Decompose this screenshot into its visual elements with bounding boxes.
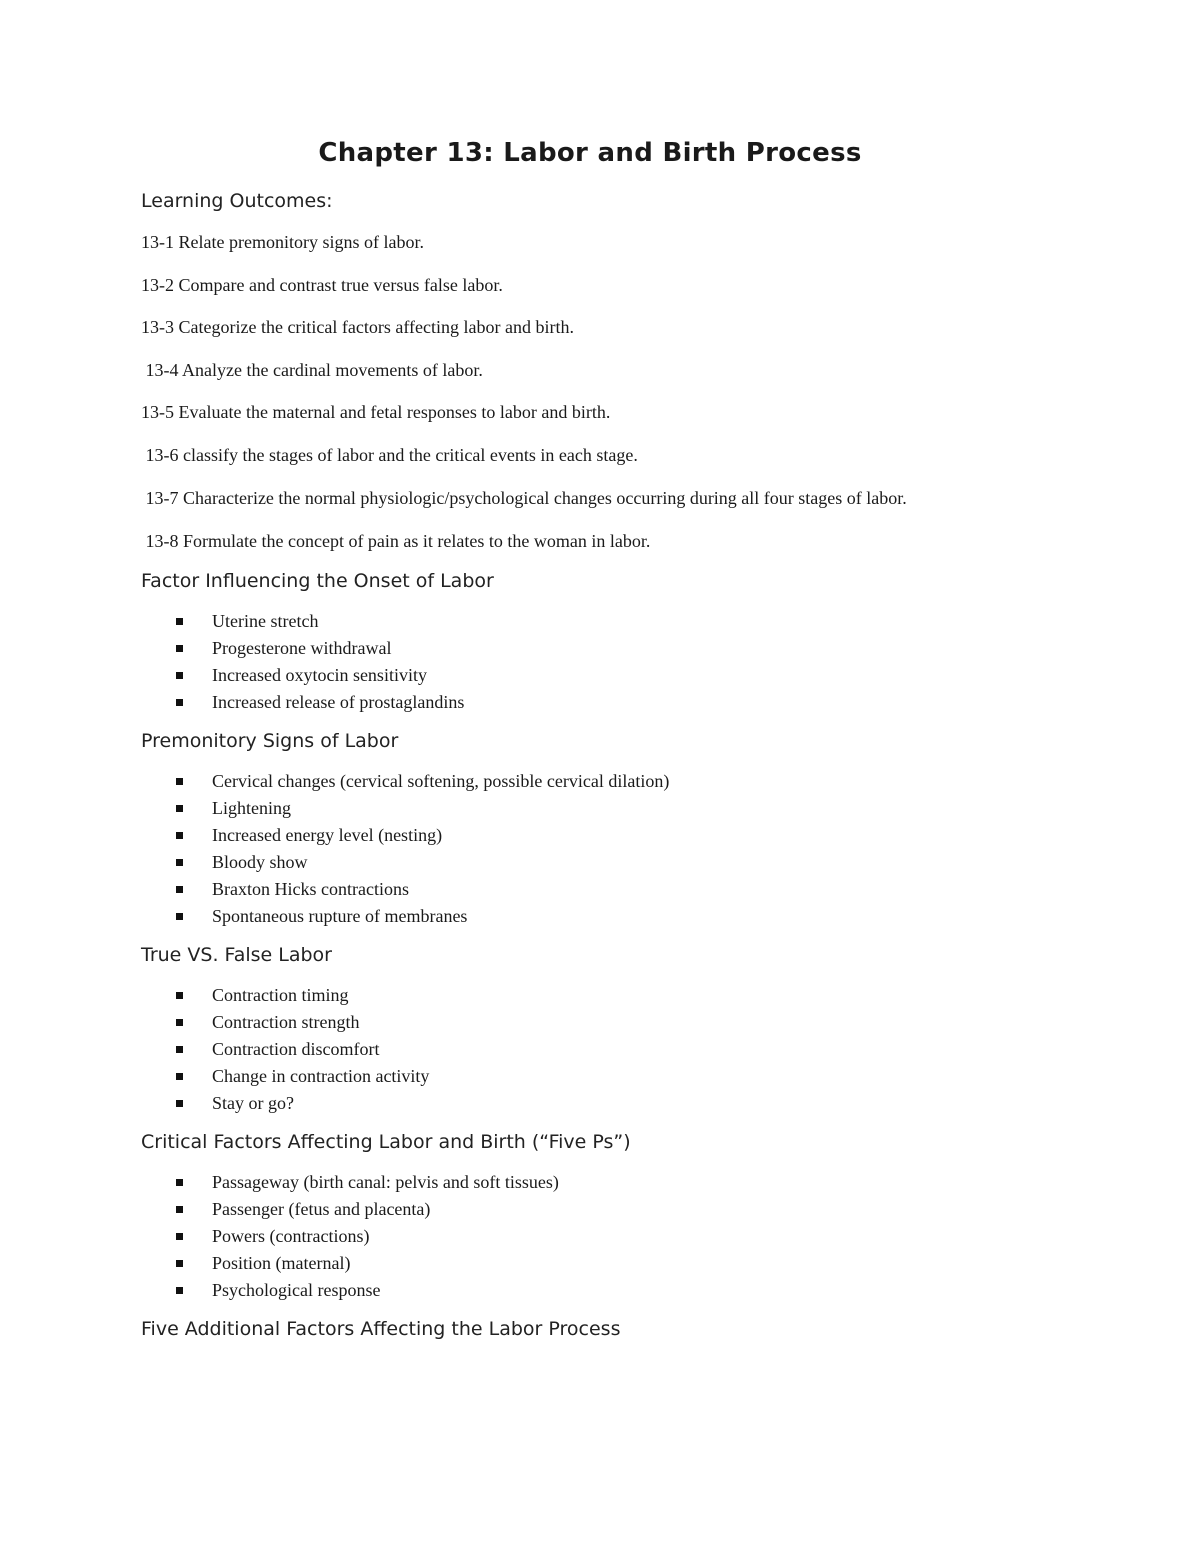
outcome-item: 13-6 classify the stages of labor and the critical events in each stage. bbox=[141, 445, 638, 465]
bullet-list-onset bbox=[141, 608, 1021, 716]
list-item: Passenger (fetus and placenta) bbox=[141, 1196, 1021, 1223]
square-bullet-icon bbox=[176, 832, 183, 839]
square-bullet-icon bbox=[176, 992, 183, 999]
list-item: Spontaneous rupture of membranes bbox=[141, 903, 1021, 930]
list-item: Powers (contractions) bbox=[141, 1223, 1021, 1250]
list-item: Change in contraction activity bbox=[141, 1063, 1021, 1090]
section-heading-premonitory: Premonitory Signs of Labor bbox=[141, 730, 399, 752]
square-bullet-icon bbox=[176, 778, 183, 785]
square-bullet-icon bbox=[176, 1019, 183, 1026]
square-bullet-icon bbox=[176, 913, 183, 920]
list-item: Increased oxytocin sensitivity bbox=[141, 662, 1021, 689]
square-bullet-icon bbox=[176, 618, 183, 625]
bullet-list-five-ps bbox=[141, 1169, 1021, 1304]
square-bullet-icon bbox=[176, 1260, 183, 1267]
list-item: Passageway (birth canal: pelvis and soft tissues) bbox=[141, 1169, 1021, 1196]
outcome-item: 13-2 Compare and contrast true versus false labor. bbox=[141, 275, 503, 295]
list-item: Progesterone withdrawal bbox=[141, 635, 1021, 662]
section-heading-five-ps: Critical Factors Affecting Labor and Birth (“Five Ps”) bbox=[141, 1131, 631, 1153]
page-title: Chapter 13: Labor and Birth Process bbox=[318, 138, 862, 168]
outcome-item: 13-1 Relate premonitory signs of labor. bbox=[141, 232, 424, 252]
document-body bbox=[141, 190, 1021, 1340]
square-bullet-icon bbox=[176, 1233, 183, 1240]
outcome-item: 13-5 Evaluate the maternal and fetal responses to labor and birth. bbox=[141, 402, 611, 422]
list-item: Lightening bbox=[141, 795, 1021, 822]
square-bullet-icon bbox=[176, 1287, 183, 1294]
square-bullet-icon bbox=[176, 1100, 183, 1107]
outcome-item: 13-8 Formulate the concept of pain as it relates to the woman in labor. bbox=[141, 531, 651, 551]
list-item: Cervical changes (cervical softening, possible cervical dilation) bbox=[141, 768, 1021, 795]
outcome-item: 13-7 Characterize the normal physiologic/psychological changes occurring during all four stages of labor. bbox=[141, 488, 907, 508]
square-bullet-icon bbox=[176, 859, 183, 866]
list-item: Uterine stretch bbox=[141, 608, 1021, 635]
list-item: Increased release of prostaglandins bbox=[141, 689, 1021, 716]
square-bullet-icon bbox=[176, 805, 183, 812]
outcome-item: 13-4 Analyze the cardinal movements of labor. bbox=[141, 360, 483, 380]
square-bullet-icon bbox=[176, 699, 183, 706]
list-item: Contraction timing bbox=[141, 982, 1021, 1009]
list-item: Contraction strength bbox=[141, 1009, 1021, 1036]
square-bullet-icon bbox=[176, 1073, 183, 1080]
list-item: Contraction discomfort bbox=[141, 1036, 1021, 1063]
list-item: Psychological response bbox=[141, 1277, 1021, 1304]
list-item: Stay or go? bbox=[141, 1090, 1021, 1117]
square-bullet-icon bbox=[176, 1206, 183, 1213]
list-item: Position (maternal) bbox=[141, 1250, 1021, 1277]
list-item: Bloody show bbox=[141, 849, 1021, 876]
square-bullet-icon bbox=[176, 645, 183, 652]
section-heading-onset: Factor Influencing the Onset of Labor bbox=[141, 570, 494, 592]
square-bullet-icon bbox=[176, 1179, 183, 1186]
bullet-list-true-false bbox=[141, 982, 1021, 1117]
square-bullet-icon bbox=[176, 886, 183, 893]
learning-outcomes-heading: Learning Outcomes: bbox=[141, 190, 333, 212]
square-bullet-icon bbox=[176, 1046, 183, 1053]
outcome-item: 13-3 Categorize the critical factors affecting labor and birth. bbox=[141, 317, 574, 337]
section-heading-additional-factors: Five Additional Factors Affecting the Labor Process bbox=[141, 1318, 621, 1340]
section-heading-true-false: True VS. False Labor bbox=[141, 944, 332, 966]
list-item: Increased energy level (nesting) bbox=[141, 822, 1021, 849]
bullet-list-premonitory bbox=[141, 768, 1021, 930]
list-item: Braxton Hicks contractions bbox=[141, 876, 1021, 903]
square-bullet-icon bbox=[176, 672, 183, 679]
